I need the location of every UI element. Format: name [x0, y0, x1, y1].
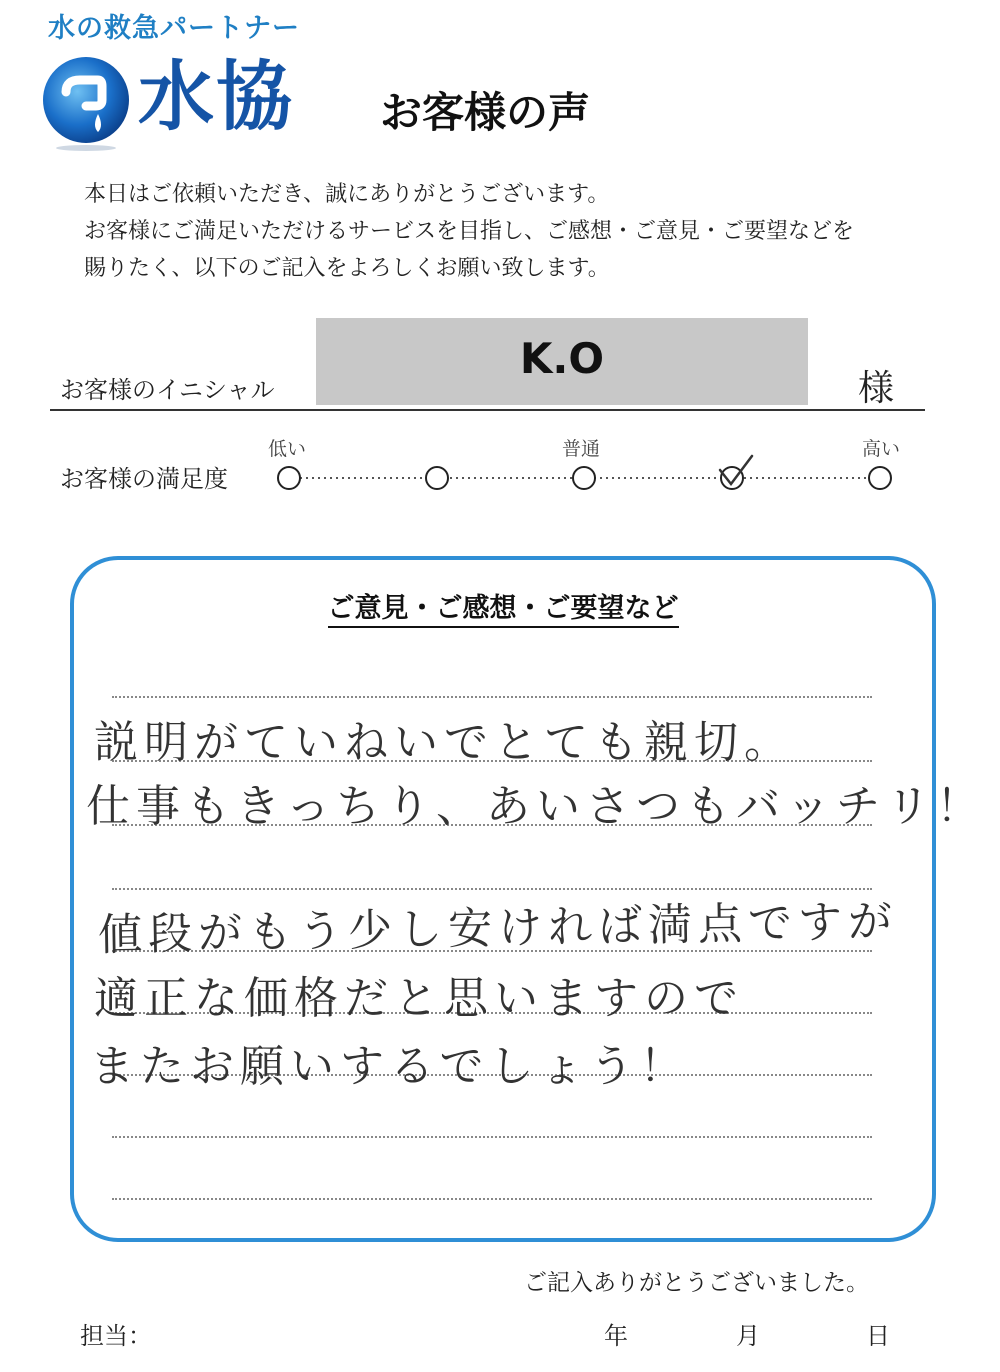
initial-label: お客様のイニシャル [60, 376, 275, 404]
satisfaction-option-3[interactable] [573, 467, 595, 489]
scale-label-low: 低い [268, 438, 307, 460]
honorific: 様 [858, 368, 895, 409]
handwritten-comment-line: またお願いするでしょう！ [90, 1041, 690, 1092]
scale-label-mid: 普通 [562, 438, 601, 460]
page-title: お客様の声 [380, 88, 591, 137]
day-label: 日 [866, 1322, 890, 1350]
satisfaction-option-4[interactable] [721, 467, 743, 489]
initial-underline [50, 409, 925, 411]
handwritten-comment-line: 仕事もきっちり、あいさつもバッチリ！ [86, 781, 986, 832]
handwritten-comment-line: 適正な価格だと思いますので [94, 973, 744, 1024]
comment-heading [70, 586, 936, 625]
handwritten-comment-line: 値段がもう少し安ければ満点ですが [97, 896, 899, 961]
handwritten-comment-line: 説明がていねいでとても親切。 [94, 717, 794, 768]
satisfaction-option-2[interactable] [426, 467, 448, 489]
writing-line [112, 1198, 872, 1200]
satisfaction-scale [270, 450, 910, 500]
brand-logo-text: 水協 [138, 52, 294, 141]
intro-line: お客様にご満足いただけるサービスを目指し、ご感想・ご意見・ご要望などを [84, 219, 855, 244]
writing-line [112, 1136, 872, 1138]
brand-tagline: 水の救急パートナー [48, 13, 300, 44]
satisfaction-option-1[interactable] [278, 467, 300, 489]
intro-line: 賜りたく、以下のご記入をよろしくお願い致します。 [84, 256, 610, 281]
month-label: 月 [736, 1322, 760, 1350]
year-label: 年 [604, 1322, 628, 1350]
satisfaction-option-5[interactable] [869, 467, 891, 489]
initial-value: K.O [519, 334, 605, 383]
scale-label-high: 高い [862, 438, 901, 460]
intro-text [84, 176, 854, 287]
satisfaction-label: お客様の満足度 [60, 465, 228, 493]
comment-heading-text: ご意見・ご感想・ご要望など [328, 593, 679, 628]
water-drop-logo-icon [40, 52, 132, 152]
writing-line [112, 696, 872, 698]
intro-line: 本日はご依頼いただき、誠にありがとうございます。 [84, 182, 610, 207]
staff-label: 担当： [80, 1322, 152, 1350]
thanks-message: ご記入ありがとうございました。 [524, 1270, 869, 1296]
